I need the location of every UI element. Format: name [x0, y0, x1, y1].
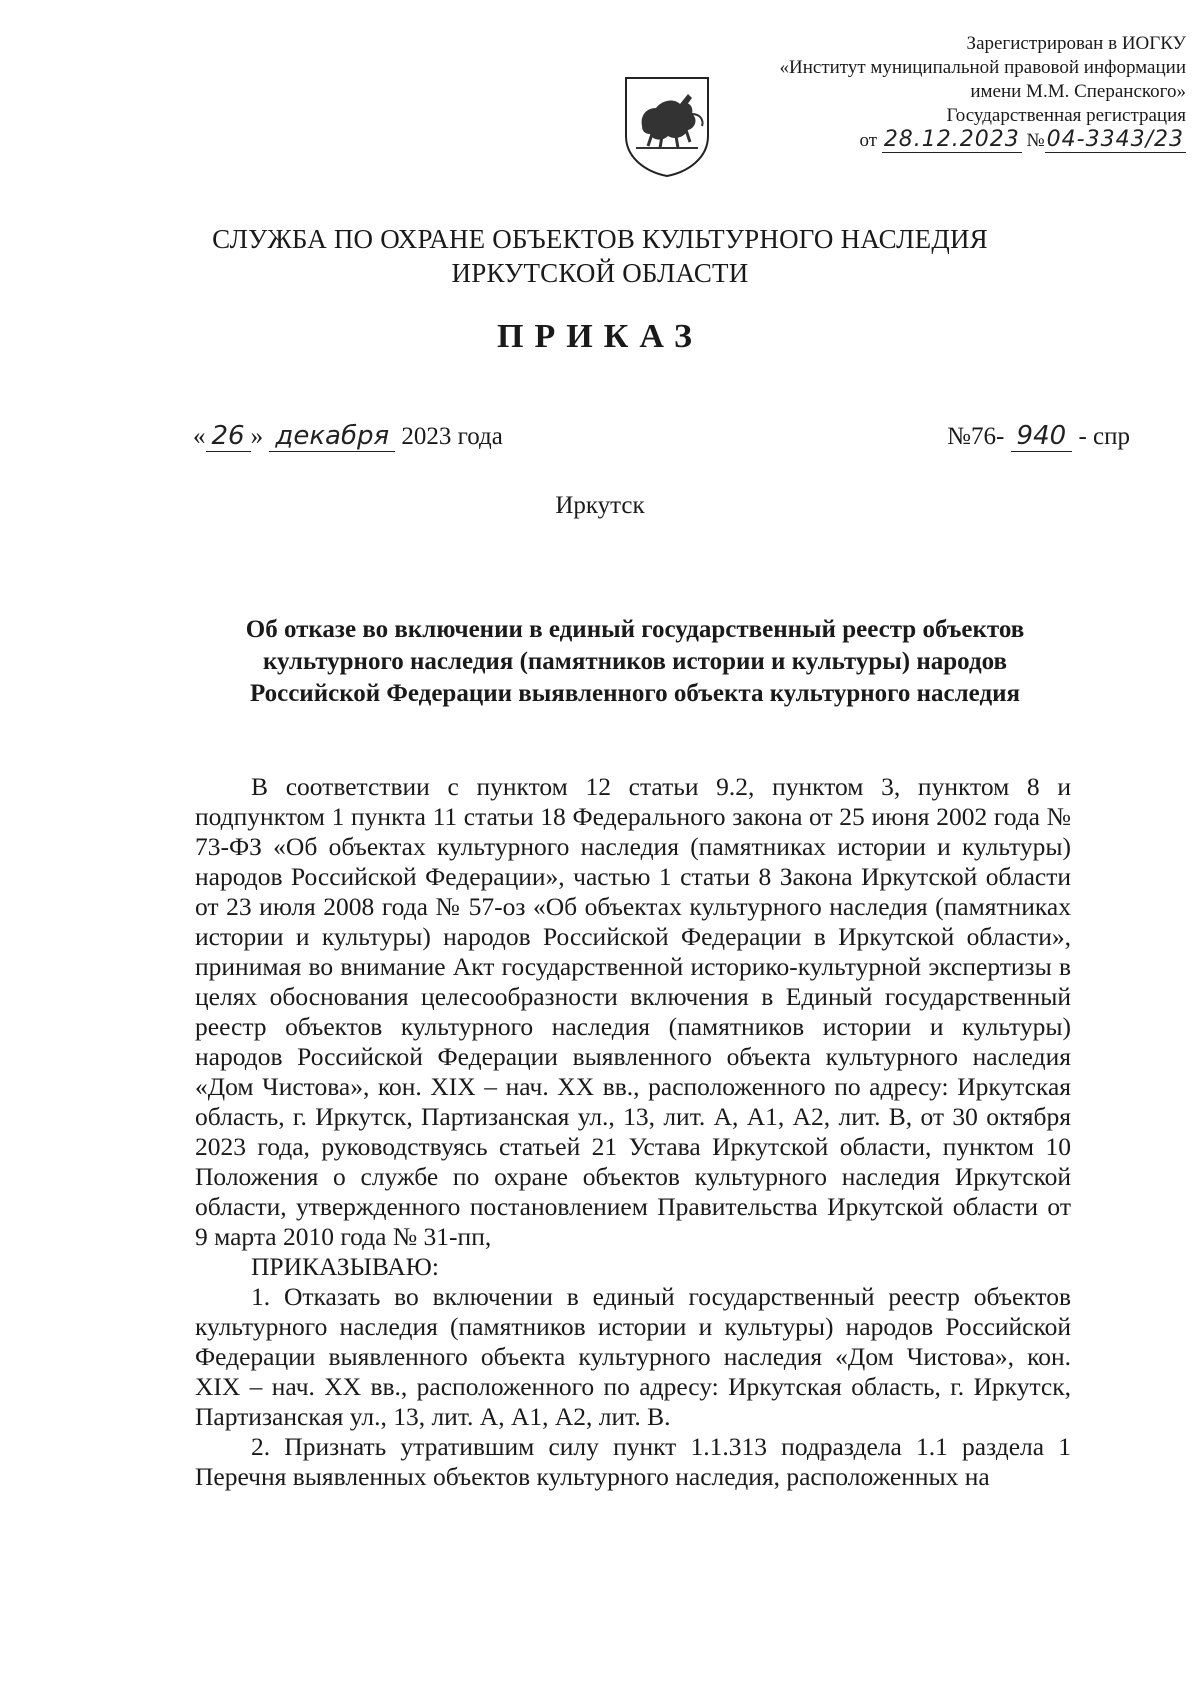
registration-line-5	[666, 128, 1186, 153]
order-item-2: 2. Признать утратившим силу пункт 1.1.313 подраздела 1.1 раздела 1 Перечня выявленных объектов культурного наследия, расположенных на	[195, 1432, 1071, 1491]
registration-stamp	[666, 32, 1186, 153]
agency-line-2: ИРКУТСКОЙ ОБЛАСТИ	[451, 258, 749, 288]
order-number	[947, 421, 1130, 451]
quote-open: «	[193, 423, 206, 450]
irkutsk-coat-of-arms-icon	[622, 74, 712, 178]
date-day: 26	[206, 421, 251, 452]
preamble-paragraph: В соответствии с пунктом 12 статьи 9.2, пунктом 3, пунктом 8 и подпунктом 1 пункта 11 статьи 18 Федерального закона от 25 июня 2002 года № 73-ФЗ «Об объектах культурного наследия (памятниках истории и культуры) народов Российской Федерации», частью 1 статьи 8 Закона Иркутской области от 23 июля 2008 года № 57-оз «Об объектах культурного наследия (памятниках истории и культуры) народов Российской Федерации в Иркутской области», принимая во внимание Акт государственной историко-культурной экспертизы в целях обоснования целесообразности включения в Единый государственный реестр объектов культурного наследия (памятников истории и культуры) народов Российской Федерации выявленного объекта культурного наследия «Дом Чистова», кон. XIX – нач. XX вв., расположенного по адресу: Иркутская область, г. Иркутск, Партизанская ул., 13, лит. А, А1, А2, лит. В, от 30 октября 2023 года, руководствуясь статьей 21 Устава Иркутской области, пунктом 10 Положения о службе по охране объектов культурного наследия Иркутской области, утвержденного постановлением Правительства Иркутской области от 9 марта 2010 года № 31-пп,	[195, 772, 1071, 1251]
subject-line-3: Российской Федерации выявленного объекта культурного наследия	[249, 680, 1021, 707]
order-item-1: 1. Отказать во включении в единый государственный реестр объектов культурного наследия (памятников истории и культуры) народов Российской Федерации выявленного объекта культурного наследия «Дом Чистова», кон. XIX – нач. XX вв., расположенного по адресу: Иркутская область, г. Иркутск, Партизанская ул., 13, лит. А, А1, А2, лит. В.	[195, 1282, 1071, 1431]
date-month: декабря	[269, 421, 395, 452]
registration-number-label: №	[1026, 130, 1045, 151]
city: Иркутск	[555, 492, 645, 519]
registration-line-2: «Институт муниципальной правовой информации	[779, 57, 1186, 78]
order-subject	[190, 614, 1080, 710]
number-prefix: №76-	[947, 423, 1005, 450]
registration-line-1: Зарегистрирован в ИОГКУ	[966, 33, 1186, 54]
registration-from-label: от	[859, 130, 878, 151]
number-value: 940	[1011, 421, 1073, 452]
number-suffix: - спр	[1078, 423, 1130, 450]
registration-number: 04-3343/23	[1046, 127, 1184, 152]
order-date	[193, 421, 503, 451]
quote-close: »	[250, 423, 264, 450]
document-type: ПРИКАЗ	[497, 318, 703, 355]
agency-line-1: СЛУЖБА ПО ОХРАНЕ ОБЪЕКТОВ КУЛЬТУРНОГО НАСЛЕДИЯ	[212, 224, 988, 254]
registration-line-3: имени М.М. Сперанского»	[970, 81, 1186, 102]
order-word: ПРИКАЗЫВАЮ:	[251, 1252, 439, 1281]
registration-line-4: Государственная регистрация	[946, 105, 1186, 126]
order-body	[195, 772, 1071, 1492]
subject-line-1: Об отказе во включении в единый государственный реестр объектов	[245, 616, 1025, 643]
subject-line-2: культурного наследия (памятников истории и культуры) народов	[262, 648, 1007, 675]
date-year: 2023 года	[401, 423, 503, 450]
agency-name	[0, 222, 1200, 290]
registration-date: 28.12.2023	[883, 127, 1020, 152]
